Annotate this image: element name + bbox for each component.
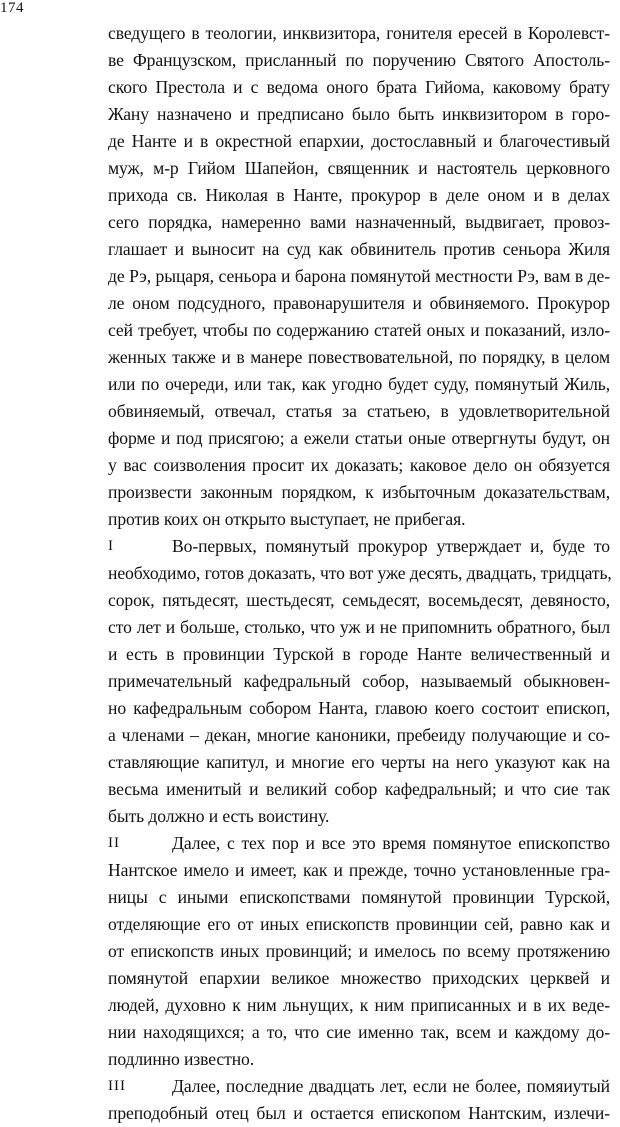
text-line: быть должно и есть воистину. [108,806,330,826]
text-line: обвиняемый, отвечал, статья за статьею, в удовлетворительной [108,401,610,421]
text-line: нии находящихся; а то, что сие именно так, всем и каждому до- [108,1022,610,1042]
text-line: или по очереди, или так, как угодно будет суду, помянутый Жиль, [108,374,610,394]
text-line: сведущего в теологии, инквизитора, гонителя ересей в Королевст- [108,23,610,43]
text-line: глашает и выносит на суд как обвинитель против сеньора Жиля [108,239,610,259]
text-line: от епископств иных провинций; и имелось по всему протяжению [108,941,610,961]
page-number: 174 [0,0,24,16]
text-line: форме и под присягою; а ежели статьи оные отвергнуты будут, он [108,428,610,448]
text-line: сего порядка, намеренно вами назначенный, выдвигает, провоз- [108,212,610,232]
article-number: II [108,835,120,851]
text-line: у вас соизволения просит их доказать; каковое дело он обязуется [108,455,610,475]
body-text [108,20,610,1127]
article-first-line [108,1073,610,1100]
text-line: де Нанте и в окрестной епархии, достославный и благочестивый [108,131,610,151]
text-line: Нантское имело и имеет, как и прежде, точно установленные гра- [108,860,610,880]
text-line: людей, духовно к ним льнущих, к ним приписанных и в их веде- [108,995,610,1015]
article-3 [108,1073,610,1127]
text-line: ле оном подсудного, правонарушителя и обвиняемого. Прокурор [108,293,610,313]
text-line: примечательный кафедральный собор, называемый обыкновен- [108,671,610,691]
article-first-line [108,533,610,560]
text-line: ставляющие капитул, и многие его черты на него указуют как на [108,752,610,772]
text-line: сей требует, чтобы по содержанию статей оных и показаний, изло- [108,320,610,340]
text-line: преподобный отец был и остается епископом Нантским, излечи- [108,1103,610,1123]
text-line: женных также и в манере повествовательной, по порядку, в целом [108,347,610,367]
text-line: Далее, последние двадцать лет, если не более, помяиутый [172,1076,610,1096]
text-line: сто лет и больше, столько, что уж и не припомнить обратного, был [108,617,610,637]
text-line: помянутой епархии великое множество приходских церквей и [108,968,610,988]
text-line: произвести законным порядком, к избыточным доказательствам, [108,482,610,502]
text-line: ницы с иными епископствами помянутой провинции Турской, [108,887,610,907]
text-line: необходимо, готов доказать, что вот уже десять, двадцать, тридцать, [108,563,612,583]
article-2 [108,830,610,1073]
text-line: прихода св. Николая в Нанте, прокурор в деле оном и в делах [108,185,610,205]
text-line: Во-первых, помянутый прокурор утверждает и, буде то [172,536,610,556]
article-number: III [108,1078,126,1094]
text-line: но кафедральным собором Нанта, главою коего состоит епископ, [108,698,610,718]
intro-paragraph [108,20,610,533]
text-line: де Рэ, рыцаря, сеньора и барона помянутой местности Рэ, вам в де- [108,266,610,286]
text-line: весьма именитый и великий собор кафедральный; и что сие так [108,779,610,799]
text-line: отделяющие его от иных епископств провинции сей, равно как и [108,914,610,934]
text-line: сорок, пятьдесят, шестьдесят, семьдесят, восемьдесят, девяносто, [108,590,610,610]
text-line: ве Французском, присланный по поручению Святого Апостоль- [108,50,610,70]
text-line: муж, м-р Гийом Шапейон, священник и настоятель церковного [108,158,610,178]
text-line: подлинно известно. [108,1049,255,1069]
article-1 [108,533,610,830]
text-line: а членами – декан, многие каноники, пребеиду получающие и со- [108,725,610,745]
text-line: и есть в провинции Турской в городе Нанте величественный и [108,644,610,664]
text-line: Жану назначено и предписано было быть инквизитором в горо- [108,104,610,124]
text-line: ского Престола и с ведома оного брата Гийома, каковому брату [108,77,610,97]
text-line: против коих он открыто выступает, не прибегая. [108,509,466,529]
article-number: I [108,538,114,554]
text-line: Далее, с тех пор и все это время помянутое епископство [172,833,610,853]
article-first-line [108,830,610,857]
